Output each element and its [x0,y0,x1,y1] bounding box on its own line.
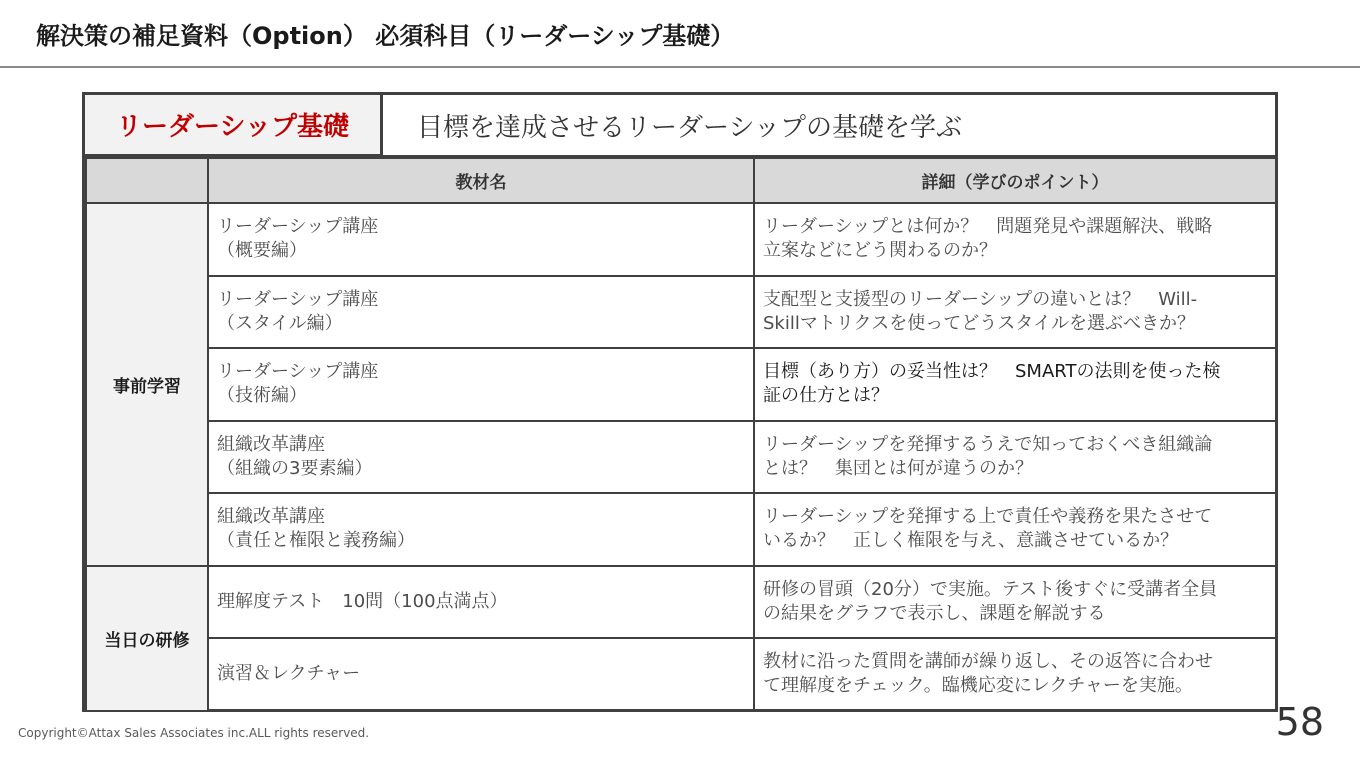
title-divider [0,66,1360,68]
material-cell [208,203,754,276]
phase-label-training-day: 当日の研修 [86,566,208,711]
detail-cell [754,566,1276,639]
material-line: （組織の3要素編） [217,457,373,479]
material-line: 組織改革講座 [217,433,325,455]
course-header [85,95,1275,157]
detail-cell [754,203,1276,276]
detail-line: 目標（あり方）の妥当性は？ SMARTの法則を使った検 [763,361,1221,383]
detail-header: 詳細（学びのポイント） [754,158,1276,203]
detail-line: の結果をグラフで表示し、課題を解説する [763,602,1106,624]
table-row [86,276,1276,349]
material-header: 教材名 [208,158,754,203]
material-line: 理解度テスト 10問（100点満点） [217,590,508,612]
detail-cell [754,276,1276,349]
detail-cell [754,348,1276,421]
material-line: リーダーシップ講座 [217,361,379,383]
detail-line: 立案などにどう関わるのか？ [763,240,997,262]
table-header-row [86,158,1276,203]
table-row [86,566,1276,639]
material-line: （概要編） [217,240,307,262]
course-frame [82,92,1278,712]
detail-line: 教材に沿った質問を講師が繰り返し、その返答に合わせ [763,651,1213,673]
detail-cell [754,421,1276,494]
detail-line: とは？ 集団とは何が違うのか？ [763,457,1033,479]
course-name-badge: リーダーシップ基礎 [85,95,383,157]
page-number: 58 [1275,700,1324,744]
detail-line: いるか？ 正しく権限を与え、意識させているか？ [763,530,1179,552]
detail-line: リーダーシップとは何か？ 問題発見や課題解決、戦略 [763,216,1213,238]
material-line: 演習＆レクチャー [217,663,361,685]
material-line: （技術編） [217,385,307,407]
material-line: （責任と権限と義務編） [217,530,415,552]
detail-line: 支配型と支援型のリーダーシップの違いとは？ Will- [763,288,1198,310]
material-cell [208,421,754,494]
material-line: リーダーシップ講座 [217,288,379,310]
material-cell [208,638,754,711]
material-cell [208,566,754,639]
table-row [86,348,1276,421]
materials-table [85,157,1277,712]
table-row [86,421,1276,494]
detail-line: 証の仕方とは？ [763,385,889,407]
phase-header [86,158,208,203]
material-line: リーダーシップ講座 [217,216,379,238]
detail-cell [754,493,1276,566]
detail-line: Skillマトリクスを使ってどうスタイルを選ぶべきか？ [763,312,1195,334]
detail-line: 研修の冒頭（20分）で実施。テスト後すぐに受講者全員 [763,578,1218,600]
material-cell [208,348,754,421]
material-cell [208,276,754,349]
table-row [86,203,1276,276]
detail-line: リーダーシップを発揮する上で責任や義務を果たさせて [763,506,1213,528]
table-row [86,493,1276,566]
material-cell [208,493,754,566]
course-goal: 目標を達成させるリーダーシップの基礎を学ぶ [417,113,962,143]
detail-cell [754,638,1276,711]
slide-title: 解決策の補足資料（Option） 必須科目（リーダーシップ基礎） [36,22,735,50]
material-line: （スタイル編） [217,312,343,334]
detail-line: て理解度をチェック。臨機応変にレクチャーを実施。 [763,675,1193,697]
table-row [86,638,1276,711]
phase-label-pre-study: 事前学習 [86,203,208,566]
copyright-notice: Copyright©Attax Sales Associates inc.ALL rights reserved. [18,726,370,740]
detail-line: リーダーシップを発揮するうえで知っておくべき組織論 [763,433,1213,455]
material-line: 組織改革講座 [217,506,325,528]
